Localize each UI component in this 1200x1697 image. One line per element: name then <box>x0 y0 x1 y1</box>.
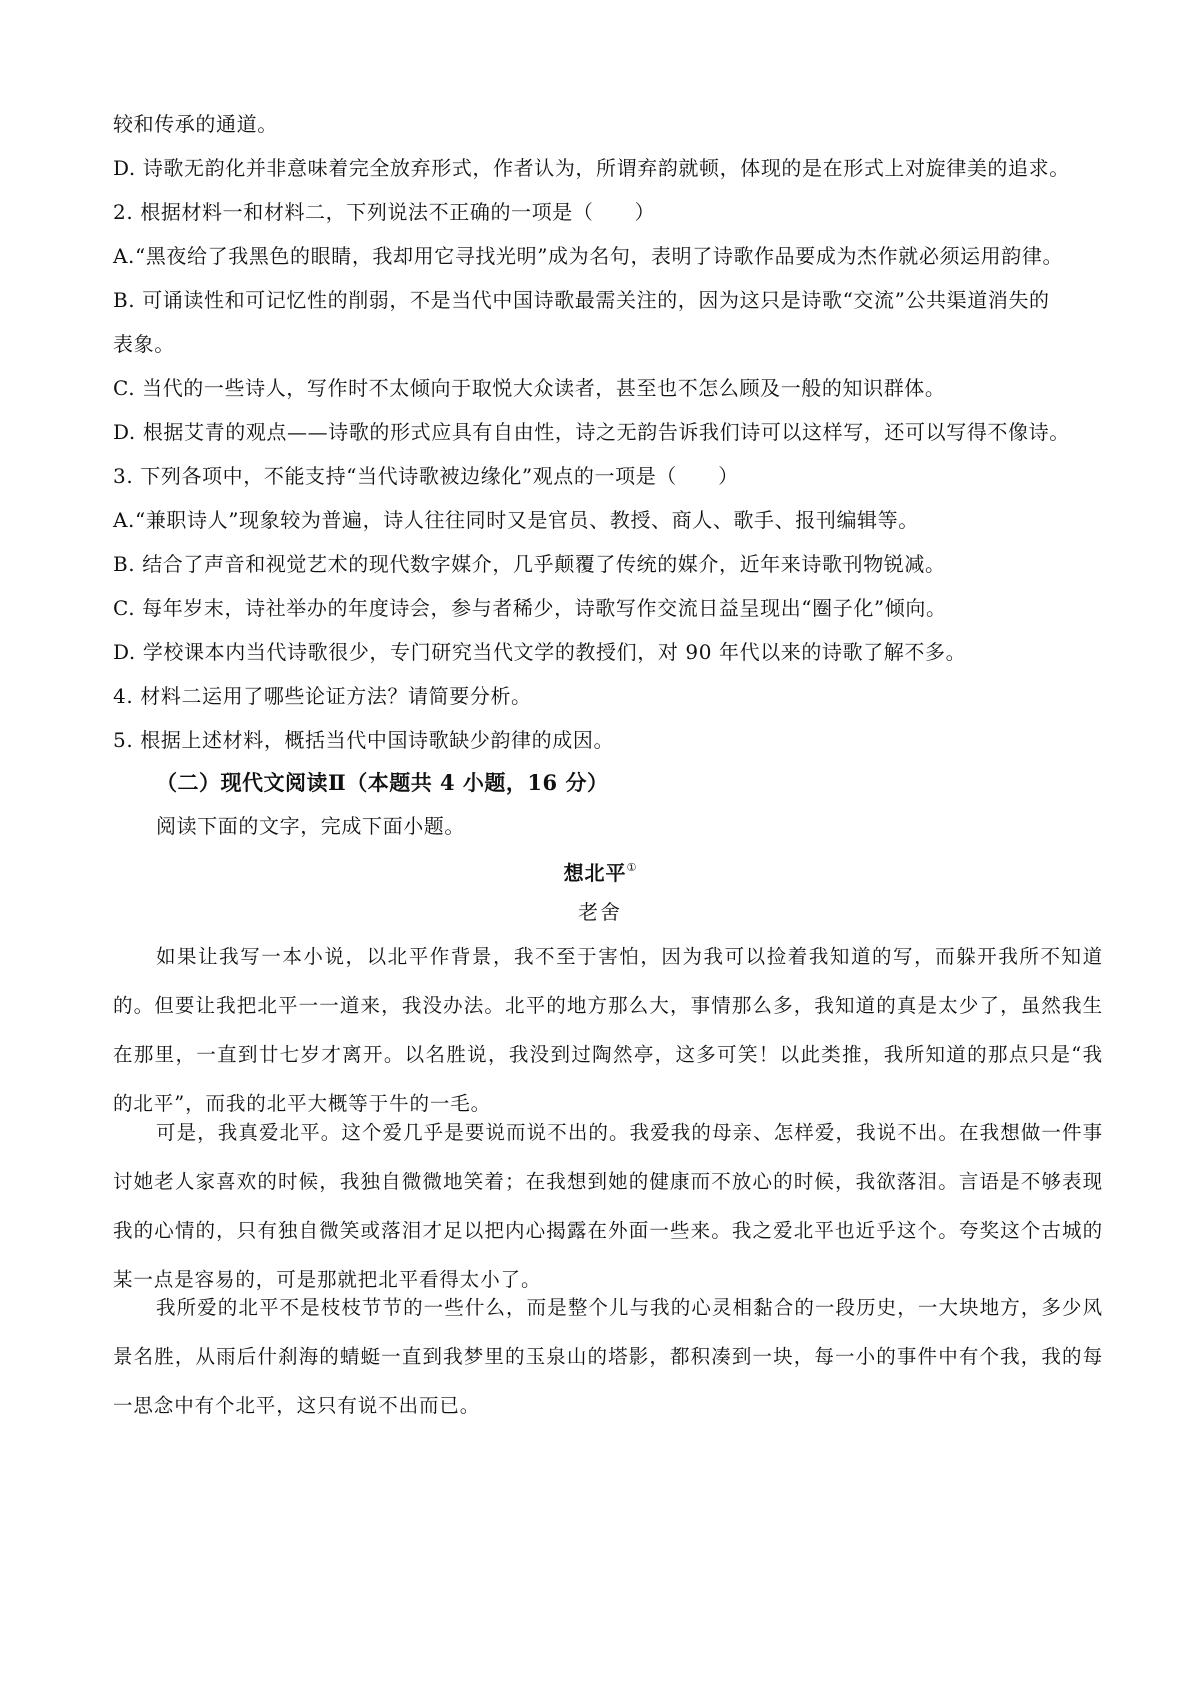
essay-author: 老舍 <box>578 900 622 924</box>
essay-title <box>0 854 1200 887</box>
option-3b: B. 结合了声音和视觉艺术的现代数字媒介，几乎颠覆了传统的媒介，近年来诗歌刊物锐减。 <box>113 552 946 576</box>
option-2d: D. 根据艾青的观点——诗歌的形式应具有自由性，诗之无韵告诉我们诗可以这样写，还可以写得不像诗。 <box>113 420 1070 444</box>
option-3c: C. 每年岁末，诗社举办的年度诗会，参与者稀少，诗歌写作交流日益呈现出“圈子化”倾向。 <box>113 596 947 620</box>
option-2b: B. 可诵读性和可记忆性的削弱，不是当代中国诗歌最需关注的，因为这只是诗歌“交流”公共渠道消失的 <box>113 288 1050 312</box>
option-3d: D. 学校课本内当代诗歌很少，专门研究当代文学的教授们，对 90 年代以来的诗歌了解不多。 <box>113 640 967 664</box>
essay-paragraph-1: 如果让我写一本小说，以北平作背景，我不至于害怕，因为我可以捡着我知道的写，而躲开我所不知道的。但要让我把北平一一道来，我没办法。北平的地方那么大，事情那么多，我知道的真是太少了，虽然我生在那里，一直到廿七岁才离开。以名胜说，我没到过陶然亭，这多可笑！以此类推，我所知道的那点只是“我的北平”，而我的北平大概等于牛的一毛。 <box>113 945 1103 1115</box>
section-heading: （二）现代文阅读Ⅱ（本题共 4 小题，16 分） <box>156 770 609 795</box>
reading-instruction: 阅读下面的文字，完成下面小题。 <box>156 814 465 838</box>
question-2: 2. 根据材料一和材料二，下列说法不正确的一项是（ ） <box>113 200 656 224</box>
question-3: 3. 下列各项中，不能支持“当代诗歌被边缘化”观点的一项是（ ） <box>113 464 739 488</box>
essay-title-text: 想北平 <box>563 861 627 885</box>
question-4: 4. 材料二运用了哪些论证方法？请简要分析。 <box>113 684 532 708</box>
question-text-line: 较和传承的通道。 <box>113 112 278 136</box>
option-2b-continued: 表象。 <box>113 332 175 356</box>
essay-paragraph-3: 我所爱的北平不是枝枝节节的一些什么，而是整个儿与我的心灵相黏合的一段历史，一大块地方，多少风景名胜，从雨后什刹海的蜻蜓一直到我梦里的玉泉山的塔影，都积凑到一块，每一小的事件中有个我，我的每一思念中有个北平，这只有说不出而已。 <box>113 1296 1103 1417</box>
option-2c: C. 当代的一些诗人，写作时不太倾向于取悦大众读者，甚至也不怎么顾及一般的知识群体。 <box>113 376 946 400</box>
option-1d: D. 诗歌无韵化并非意味着完全放弃形式，作者认为，所谓弃韵就顿，体现的是在形式上对旋律美的追求。 <box>113 156 1070 180</box>
option-2a: A.“黑夜给了我黑色的眼睛，我却用它寻找光明”成为名句，表明了诗歌作品要成为杰作就必须运用韵律。 <box>113 244 1064 268</box>
option-3a: A.“兼职诗人”现象较为普遍，诗人往往同时又是官员、教授、商人、歌手、报刊编辑等。 <box>113 508 919 532</box>
question-5: 5. 根据上述材料，概括当代中国诗歌缺少韵律的成因。 <box>113 728 615 752</box>
essay-paragraph-2: 可是，我真爱北平。这个爱几乎是要说而说不出的。我爱我的母亲、怎样爱，我说不出。在我想做一件事讨她老人家喜欢的时候，我独自微微地笑着；在我想到她的健康而不放心的时候，我欲落泪。言语是不够表现我的心情的，只有独自微笑或落泪才足以把内心揭露在外面一些来。我之爱北平也近乎这个。夸奖这个古城的某一点是容易的，可是那就把北平看得太小了。 <box>113 1121 1103 1291</box>
footnote-marker: ① <box>626 861 637 874</box>
